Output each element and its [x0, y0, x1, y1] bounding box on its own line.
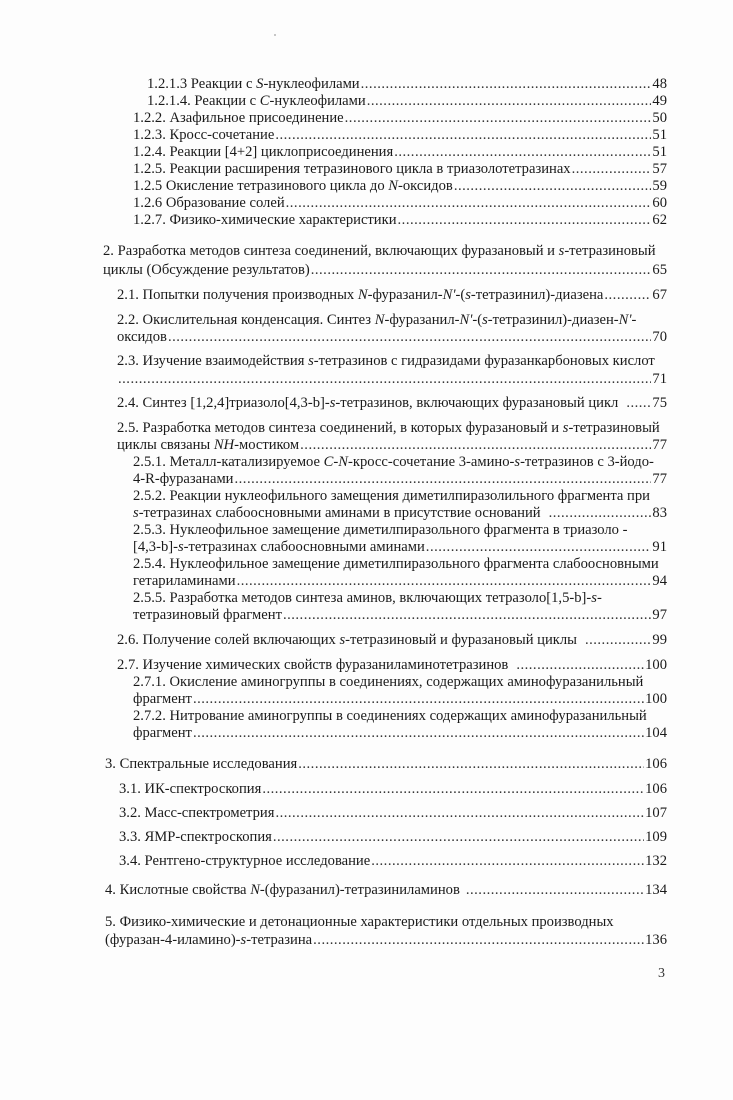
toc-page-number: 107: [645, 805, 667, 821]
toc-entry-title: 2.3. Изучение взаимодействия s-тетразинов с гидразидами фуразанкарбоновых кислот: [117, 353, 655, 369]
toc-page-number: 59: [652, 178, 667, 194]
toc-entry-title-cont: тетразиновый фрагмент: [133, 607, 282, 623]
toc-page-number: 91: [652, 539, 667, 555]
toc-page-number: 60: [652, 195, 667, 211]
toc-entry-title: 2.6. Получение солей включающих s-тетразиновый и фуразановый циклы: [117, 632, 577, 648]
leader-dots: [273, 829, 644, 846]
toc-page-number: 99: [652, 632, 667, 648]
toc-entry-title: 3.2. Масс-спектрометрия: [119, 805, 275, 821]
toc-entry[interactable]: [117, 353, 667, 388]
toc-page-number: 100: [645, 691, 667, 707]
toc-page-number: 65: [652, 262, 667, 278]
toc-entry-title: 2.1. Попытки получения производных N-фуразанил-N'-(s-тетразинил)-диазена: [117, 287, 604, 303]
toc-entry-title: 2. Разработка методов синтеза соединений, включающих фуразановый и s-тетразиновый: [103, 243, 656, 259]
page-number: 3: [658, 966, 665, 981]
toc-entry-title: 2.2. Окислительная конденсация. Синтез N-фуразанил-N'-(s-тетразинил)-диазен-N'-: [117, 312, 637, 328]
toc-entry[interactable]: [103, 243, 667, 279]
toc-entry-title: 3. Спектральные исследования: [105, 756, 298, 772]
leader-dots: [394, 144, 651, 161]
toc-entry-title-cont: гетариламинами: [133, 573, 236, 589]
leader-dots: [275, 127, 651, 144]
toc-entry[interactable]: [147, 93, 667, 110]
toc-entry-title-cont: фрагмент: [133, 691, 192, 707]
toc-entry[interactable]: [105, 914, 667, 949]
toc-page-number: 77: [652, 471, 667, 487]
leader-dots: [300, 437, 651, 454]
leader-dots: [371, 853, 644, 870]
leader-dots: [466, 882, 644, 899]
leader-dots: [585, 632, 651, 649]
toc-entry[interactable]: [133, 195, 667, 212]
toc-entry[interactable]: [133, 127, 667, 144]
leader-dots: [286, 195, 652, 212]
leader-dots: [426, 539, 652, 556]
toc-page-number: 49: [652, 93, 667, 109]
toc-entry-title: 2.7. Изучение химических свойств фуразаниламинотетразинов: [117, 657, 509, 673]
toc-entry[interactable]: [117, 287, 667, 304]
toc-entry-title-cont: циклы связаны NH-мостиком: [117, 437, 300, 453]
toc-entry-title: 1.2.5. Реакции расширения тетразинового цикла в триазолотетразинах: [133, 161, 571, 177]
leader-dots: [454, 178, 652, 195]
toc-entry-title: 2.4. Синтез [1,2,4]триазоло[4,3-b]-s-тетразинов, включающих фуразановый цикл: [117, 395, 619, 411]
toc-entry[interactable]: [117, 395, 667, 412]
leader-dots: [313, 932, 644, 949]
toc-entry[interactable]: [119, 781, 667, 798]
toc-page-number: 83: [652, 505, 667, 521]
toc-page-number: 97: [652, 607, 667, 623]
leader-dots: [168, 329, 651, 346]
toc-entry[interactable]: [133, 590, 667, 624]
toc-entry-title-cont: оксидов: [117, 329, 167, 345]
leader-dots: [572, 161, 652, 178]
toc-entry-title: 1.2.3. Кросс-сочетание: [133, 127, 275, 143]
toc-entry[interactable]: [119, 829, 667, 846]
leader-dots: [345, 110, 652, 127]
toc-page-number: 51: [652, 144, 667, 160]
leader-dots: [275, 805, 644, 822]
toc-entry[interactable]: [133, 161, 667, 178]
toc-page-number: 100: [645, 657, 667, 673]
leader-dots: [118, 371, 651, 388]
toc-entry-title: 1.2.1.3 Реакции с S-нуклеофилами: [147, 76, 360, 92]
toc-page-number: 106: [645, 781, 667, 797]
toc-entry-title: 1.2.2. Азафильное присоединение: [133, 110, 344, 126]
leader-dots: [235, 471, 652, 488]
leader-dots: [193, 691, 644, 708]
toc-entry-title: 2.5.2. Реакции нуклеофильного замещения диметилпиразолильного фрагмента при: [133, 488, 650, 504]
toc-page-number: 75: [652, 395, 667, 411]
toc-page-number: 62: [652, 212, 667, 228]
toc-page-number: 94: [652, 573, 667, 589]
toc-entry-title: 2.5.1. Металл-катализируемое C-N-кросс-сочетание 3-амино-s-тетразинов с 3-йодо-: [133, 454, 654, 470]
toc-page-number: 70: [652, 329, 667, 345]
leader-dots: [237, 573, 652, 590]
toc-entry-title: 2.5.3. Нуклеофильное замещение диметилпиразольного фрагмента в триазоло -: [133, 522, 628, 538]
toc-page-number: 51: [652, 127, 667, 143]
toc-entry-title: 3.3. ЯМР-спектроскопия: [119, 829, 272, 845]
toc-entry-title-cont: 4-R-фуразанами: [133, 471, 234, 487]
toc-page-number: 48: [652, 76, 667, 92]
leader-dots: [283, 607, 651, 624]
leader-dots: [311, 262, 652, 279]
toc-entry-title-cont: s-тетразинах слабоосновными аминами в присутствие оснований: [133, 505, 541, 521]
toc-page-number: 136: [645, 932, 667, 948]
leader-dots: [367, 93, 652, 110]
toc-page-number: 104: [645, 725, 667, 741]
toc-entry-title: 1.2.7. Физико-химические характеристики: [133, 212, 397, 228]
toc-page-number: 77: [652, 437, 667, 453]
scan-speck: [274, 34, 276, 36]
toc-entry[interactable]: [117, 420, 667, 454]
leader-dots: [298, 756, 644, 773]
toc-entry[interactable]: [133, 110, 667, 127]
toc-entry-title: 2.7.2. Нитрование аминогруппы в соединениях содержащих аминофуразанильный: [133, 708, 647, 724]
toc-entry-title: 2.5. Разработка методов синтеза соединений, в которых фуразановый и s-тетразиновый: [117, 420, 660, 436]
toc-entry[interactable]: [133, 522, 667, 556]
toc-page-number: 57: [652, 161, 667, 177]
toc-entry-title-cont: [4,3-b]-s-тетразинах слабоосновными аминами: [133, 539, 425, 555]
toc-entry[interactable]: [133, 144, 667, 161]
toc-page-number: 132: [645, 853, 667, 869]
toc-page-number: 50: [652, 110, 667, 126]
leader-dots: [626, 395, 651, 412]
toc-entry[interactable]: [133, 674, 667, 708]
leader-dots: [193, 725, 644, 742]
leader-dots: [549, 505, 652, 522]
toc-entry[interactable]: [133, 708, 667, 742]
toc-entry-title: 1.2.1.4. Реакции с C-нуклеофилами: [147, 93, 366, 109]
toc-entry-title-cont: циклы (Обсуждение результатов): [103, 262, 310, 278]
toc-entry-title: 4. Кислотные свойства N-(фуразанил)-тетразиниламинов: [105, 882, 460, 898]
toc-page-number: 67: [652, 287, 667, 303]
toc-entry[interactable]: [133, 556, 667, 590]
toc-page-number: 109: [645, 829, 667, 845]
toc-entry[interactable]: [133, 454, 667, 488]
toc-entry[interactable]: [105, 756, 667, 773]
leader-dots: [604, 287, 651, 304]
toc-entry[interactable]: [147, 76, 667, 93]
toc-entry[interactable]: [117, 312, 667, 346]
toc-entry-title: 1.2.6 Образование солей: [133, 195, 285, 211]
toc-page-number: 71: [652, 371, 667, 387]
toc-entry-title: 2.5.4. Нуклеофильное замещение диметилпиразольного фрагмента слабоосновными: [133, 556, 659, 572]
toc-entry[interactable]: [105, 882, 667, 899]
toc-entry-title: 3.1. ИК-спектроскопия: [119, 781, 262, 797]
leader-dots: [516, 657, 644, 674]
toc-entry[interactable]: [133, 212, 667, 229]
toc-entry[interactable]: [133, 178, 667, 195]
toc-page-number: 106: [645, 756, 667, 772]
leader-dots: [262, 781, 644, 798]
toc-entry-title: 3.4. Рентгено-структурное исследование: [119, 853, 371, 869]
toc-entry[interactable]: [119, 805, 667, 822]
toc-entry-title: 5. Физико-химические и детонационные характеристики отдельных производных: [105, 914, 614, 930]
toc-entry-title: 2.5.5. Разработка методов синтеза аминов, включающих тетразоло[1,5-b]-s-: [133, 590, 602, 606]
toc-entry-title: 1.2.4. Реакции [4+2] циклоприсоединения: [133, 144, 394, 160]
leader-dots: [398, 212, 652, 229]
toc-entry[interactable]: [117, 632, 667, 649]
toc-entry-title-cont: фрагмент: [133, 725, 192, 741]
leader-dots: [361, 76, 652, 93]
toc-page-number: 134: [645, 882, 667, 898]
toc-entry-title: 2.7.1. Окисление аминогруппы в соединениях, содержащих аминофуразанильный: [133, 674, 644, 690]
toc-entry-title: 1.2.5 Окисление тетразинового цикла до N-оксидов: [133, 178, 453, 194]
toc-entry[interactable]: [117, 657, 667, 674]
toc-entry[interactable]: [119, 853, 667, 870]
toc-entry-title-cont: (фуразан-4-иламино)-s-тетразина: [105, 932, 313, 948]
toc-entry[interactable]: [133, 488, 667, 522]
